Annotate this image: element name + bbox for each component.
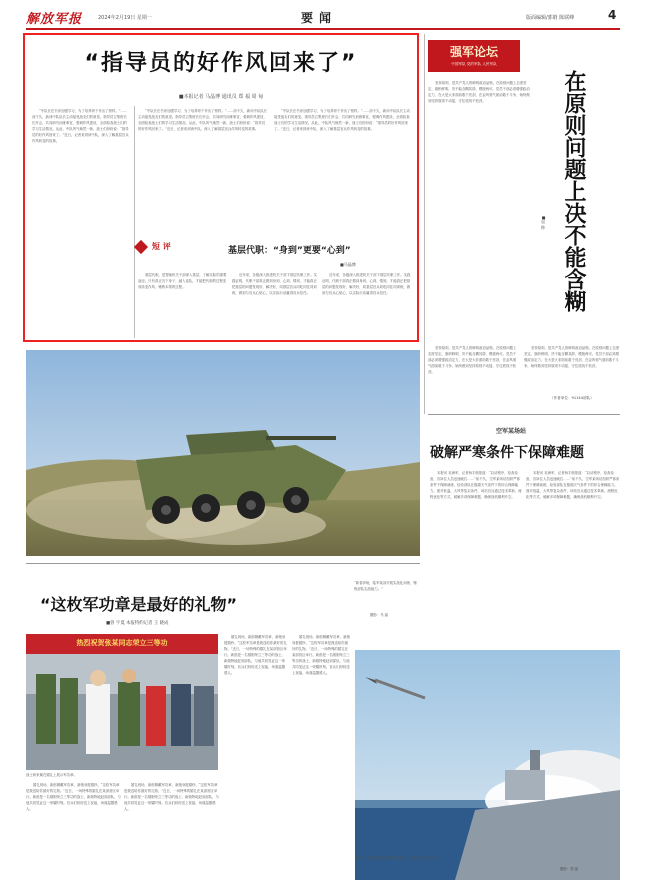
page-number: 4: [608, 8, 617, 22]
section-title: 要闻: [301, 11, 338, 25]
column-body-lower-right: [524, 345, 620, 393]
feature-body-text: 婚礼现场，新郎佩戴军功章，新娘身披婚纱。“这枚军功章是我送给你最好的礼物。”近日，一场特殊的婚礼在某部营区举行。新郎是一名刚刚荣立三等功的战士，新娘特地赶到部队，与他共同见证这一荣耀时刻。官兵们纷纷送上祝福，场面温馨感人。: [26, 783, 121, 811]
feature-body-col3: [224, 634, 288, 878]
feature-body-left: [26, 782, 122, 878]
column-divider: [134, 106, 135, 338]
armored-vehicle-photo: [26, 350, 420, 556]
lead-article-title: “指导员的好作风回来了”: [84, 51, 358, 76]
airforce-title: 破解严寒条件下保障难题: [430, 445, 584, 461]
feature-body-mid: [124, 782, 220, 878]
lead-article-body-col2: [138, 108, 268, 228]
naval-missile-photo: [355, 650, 620, 880]
lead-body-text-cont: “中队长在书房加强学习，为了培养骨干作出了榜样。”……前不久，新训中队队长主动接受战友们的意见。指导员召集班长们开会，共同研究训练事宜，强调作风建设，全面检查战士们的学习生活情况。从此，中队风气焕然一新，战士们纷纷说：“指导员的好作风回来了。”近日，记者来到该中队，深入了解基层官兵作风转变的故事。: [138, 109, 268, 131]
column-body-text-3: 坚持原则，是共产党人的鲜明政治品格。在原则问题上态度坚定、旗帜鲜明，决不能含糊其辞、模棱两可。党员干部必须增强政治定力，在大是大非面前敢于亮剑，在歪风邪气面前敢于斗争，始终做到坚持原则不动摇、守住底线不松劲。: [524, 346, 620, 368]
lead-article-body: [32, 108, 130, 336]
column-body: [428, 80, 532, 360]
newspaper-logo: 解放军报: [26, 12, 83, 27]
commentary-body-col3: [322, 272, 412, 336]
section-divider: [26, 563, 420, 564]
commentary-body-text-2: 近年来，各级深入推进机关干部下基层代职工作。实践证明，代职干部真正做到身到、心到、情到，才能真正把基层的问题发现好、解决好，同基层官兵同吃同住同训练，做到与官兵心贴心，以实际行动赢得官兵信任。: [232, 273, 317, 295]
wedding-banner: 热烈祝贺张某同志荣立三等功: [76, 639, 168, 647]
feature-body-col4: [292, 634, 350, 878]
photo-caption-vehicle: [354, 580, 420, 610]
column-body-lower: [428, 345, 518, 403]
wedding-photo-caption: [26, 772, 218, 780]
feature-body-text-4: 婚礼现场，新郎佩戴军功章，新娘身披婚纱。“这枚军功章是我送给你最好的礼物。”近日，一场特殊的婚礼在某部营区举行。新郎是一名刚刚荣立三等功的战士，新娘特地赶到部队，与他共同见证这一荣耀时刻。官兵们纷纷送上祝福，场面温馨感人。: [292, 635, 350, 675]
masthead: [26, 6, 620, 30]
lead-body-text: “中队长在书房加强学习，为了培养骨干作出了榜样。”……前不久，新训中队队长主动接受战友们的意见。指导员召集班长们开会，共同研究训练事宜，强调作风建设，全面检查战士们的学习生活情况。从此，中队风气焕然一新，战士们纷纷说：“指导员的好作风回来了。”近日，记者来到该中队，深入了解基层官兵作风转变的故事。: [32, 109, 129, 143]
right-column-divider: [424, 34, 425, 414]
column-body-text-2: 坚持原则，是共产党人的鲜明政治品格。在原则问题上态度坚定、旗帜鲜明，决不能含糊其辞、模棱两可。党员干部必须增强政治定力，在大是大非面前敢于亮剑，在歪风邪气面前敢于斗争，始终做到坚持原则不动摇、守住底线不松劲。: [428, 346, 517, 374]
commentary-body-text-3: 近年来，各级深入推进机关干部下基层代职工作。实践证明，代职干部真正做到身到、心到、情到，才能真正把基层的问题发现好、解决好，同基层官兵同吃同住同训练，做到与官兵心贴心，以实际行动赢得官兵信任。: [322, 273, 411, 295]
column-source: （作者单位：91144部队）: [550, 396, 594, 400]
lead-article-body-col3: [274, 108, 410, 232]
feature-title: “这枚军功章是最好的礼物”: [40, 595, 238, 614]
column-body-text: 坚持原则，是共产党人的鲜明政治品格。在原则问题上态度坚定、旗帜鲜明，决不能含糊其辞、模棱两可。党员干部必须增强政治定力，在大是大非面前敢于亮剑，在歪风邪气面前敢于斗争，始终做到坚持原则不动摇、守住底线不松劲。: [428, 81, 530, 103]
airforce-body-text: 本报讯 吴海军、记者杨宇航报道：“启动程序、检查设备，各岗位人员迅速就位……”前不久，空军某场站组织严寒条件下保障演练，检验部队在极端天气条件下的综合保障能力。面对低温、大风等复杂条件，场站官兵通过技术革新、流程优化等方式，破解多项保障难题，确保战机顺利升空。: [430, 471, 522, 499]
commentary-body-col2: [232, 272, 318, 336]
masthead-rule: [26, 28, 620, 30]
vehicle-caption-text: “新春伊始，陆军某部开展实战化训练，锤炼部队实战能力。”: [354, 581, 417, 591]
page-editors: 版面编辑/郭晗 陈联峰: [526, 15, 575, 21]
feature-body-text-3: 婚礼现场，新郎佩戴军功章，新娘身披婚纱。“这枚军功章是我送给你最好的礼物。”近日，一场特殊的婚礼在某部营区举行。新郎是一名刚刚荣立三等功的战士，新娘特地赶到部队，与他共同见证这一荣耀时刻。官兵们纷纷送上祝福，场面温馨感人。: [224, 635, 287, 675]
column-badge: [428, 40, 520, 72]
wedding-caption-text: 战士和家属在婚礼上展示军功章。: [26, 773, 77, 777]
column-title-text: 在原则问题上决不能含糊: [561, 70, 586, 312]
wedding-photo: [26, 634, 218, 770]
airforce-body-col1: [430, 470, 522, 640]
lead-body-text-cont2: “中队长在书房加强学习，为了培养骨干作出了榜样。”……前不久，新训中队队长主动接受战友们的意见。指导员召集班长们开会，共同研究训练事宜，强调作风建设，全面检查战士们的学习生活情况。从此，中队风气焕然一新，战士们纷纷说：“指导员的好作风回来了。”近日，记者来到该中队，深入了解基层官兵作风转变的故事。: [274, 109, 410, 131]
commentary-label-text: 短 评: [152, 242, 171, 251]
commentary-body-col1: [138, 272, 228, 336]
airforce-kicker: 空军某场站: [496, 428, 527, 435]
photo-credit-vehicle: 摄影：马 晶: [370, 613, 389, 617]
airforce-body-text-2: 本报讯 吴海军、记者杨宇航报道：“启动程序、检查设备，各岗位人员迅速就位……”前不久，空军某场站组织严寒条件下保障演练，检验部队在极端天气条件下的综合保障能力。面对低温、大风等复杂条件，场站官兵通过技术革新、流程优化等方式，破解多项保障难题，确保战机顺利升空。: [526, 471, 620, 499]
feature-byline: ■曾 宇夏 本报特约记者 王 晓成: [106, 621, 169, 626]
column-badge-subtitle: 中国军队 党的军队 人民军队: [451, 62, 497, 66]
column-badge-text: 强军论坛: [449, 45, 498, 59]
lead-article-byline: ■本报记者 马晶博 通讯员 郑 福 周 甸: [178, 94, 264, 100]
column-title: [560, 70, 598, 330]
column-author: [540, 215, 550, 229]
commentary-byline: ■马晶博: [340, 262, 356, 267]
photo-credit-naval: 摄影：郑 斌: [560, 867, 579, 871]
issue-date: 2024年2月19日 星期一: [98, 15, 152, 21]
commentary-title: 基层代职：“身到”更要“心到”: [228, 246, 351, 256]
airforce-body-col2: [526, 470, 620, 640]
naval-caption-text: 近日，海军某部组织导弹发射训练，检验部队实战能力。: [356, 856, 441, 860]
column-author-text: ■吴 烨: [541, 215, 546, 230]
commentary-body-text: 基层代职，是帮助机关干部深入基层、了解实际的重要途径。只有真正沉下身子、融入连队，才能把代职的过程变成转变作风、锤炼本领的过程。: [138, 273, 227, 289]
photo-caption-naval: [356, 855, 616, 863]
right-section-divider: [428, 414, 620, 415]
feature-body-text-2: 婚礼现场，新郎佩戴军功章，新娘身披婚纱。“这枚军功章是我送给你最好的礼物。”近日，一场特殊的婚礼在某部营区举行。新郎是一名刚刚荣立三等功的战士，新娘特地赶到部队，与他共同见证这一荣耀时刻。官兵们纷纷送上祝福，场面温馨感人。: [124, 783, 219, 811]
